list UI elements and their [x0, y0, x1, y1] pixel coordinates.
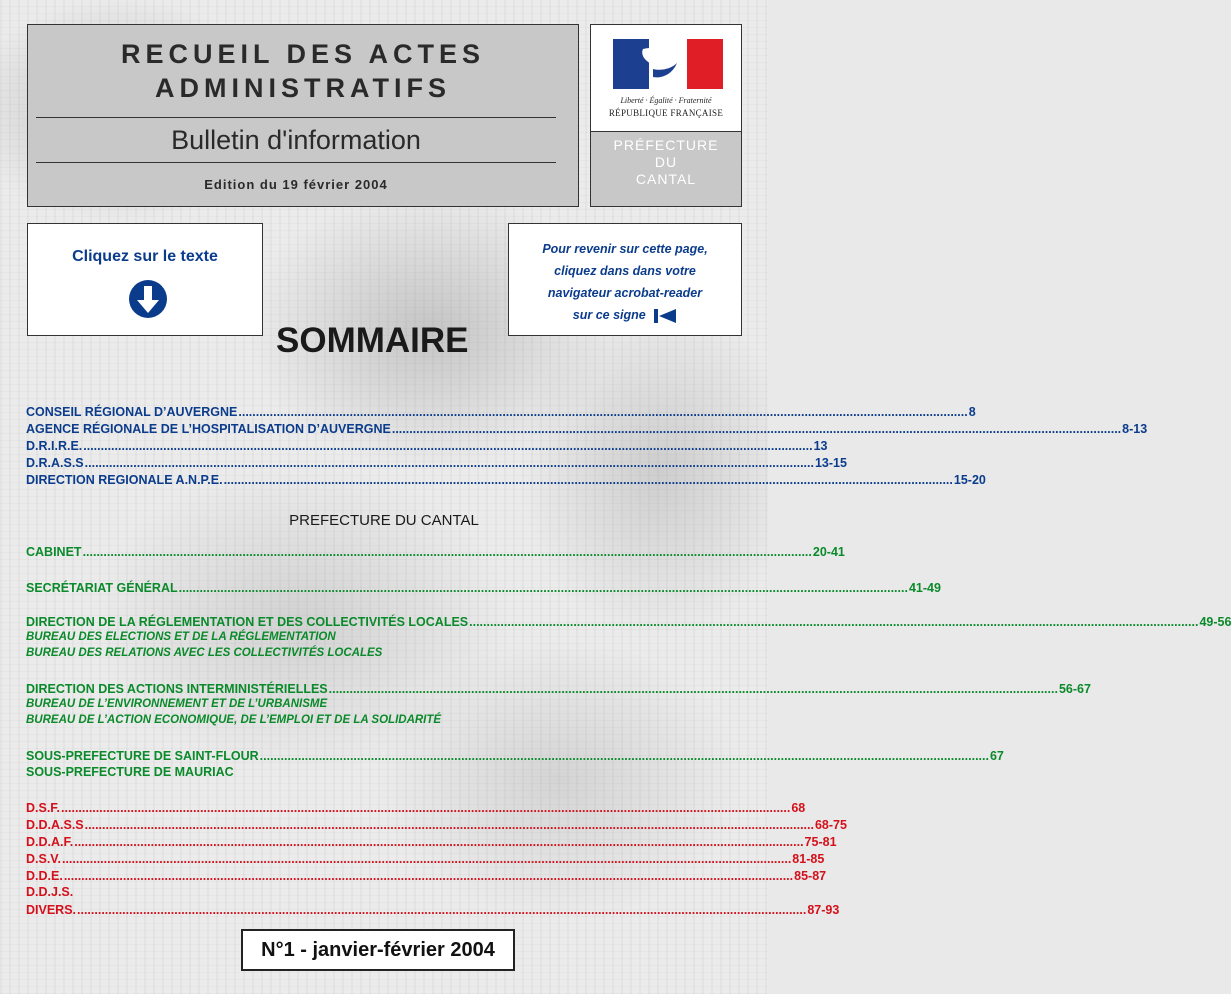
marianne-flag-icon — [613, 39, 723, 89]
toc-item-saint-flour[interactable] — [26, 748, 1004, 764]
prefecture-line3: CANTAL — [635, 171, 697, 187]
bulletin-subtitle: Bulletin d'information — [171, 125, 421, 155]
toc-item[interactable] — [26, 817, 847, 833]
toc-item-mauriac[interactable]: SOUS-PREFECTURE DE MAURIAC — [26, 765, 234, 779]
toc-page: 85-87 — [794, 869, 827, 883]
toc-label: D.R.A.S.S — [26, 456, 84, 470]
toc-leader: .................................................................................................................................................................................................................. — [61, 852, 792, 866]
toc-item-secretariat[interactable] — [26, 580, 941, 596]
toc-item[interactable] — [26, 868, 827, 884]
header-divider-top — [36, 117, 556, 118]
toc-label: DIVERS. — [26, 903, 77, 917]
toc-page: 87-93 — [807, 903, 840, 917]
toc-item-ddjs[interactable]: D.D.J.S. — [26, 885, 74, 899]
logo-panel — [591, 25, 741, 132]
toc-label: SECRÉTARIAT GÉNÉRAL — [26, 581, 178, 595]
toc-page: 13 — [813, 439, 828, 453]
return-hint-text — [509, 238, 741, 326]
click-hint-box — [27, 223, 263, 336]
toc-item-cabinet[interactable] — [26, 544, 845, 560]
toc-label: DIRECTION DES ACTIONS INTERMINISTÉRIELLES — [26, 682, 328, 696]
toc-page: 68-75 — [814, 818, 847, 832]
toc-item[interactable] — [26, 404, 976, 420]
toc-leader: .................................................................................................................................................................................................................. — [391, 422, 1122, 436]
toc-leader: .................................................................................................................................................................................................................. — [238, 405, 968, 419]
return-line4: sur ce signe — [572, 308, 646, 322]
arrow-down-circle-icon[interactable] — [128, 279, 168, 319]
prefecture-label — [591, 137, 741, 188]
prefecture-line1: PRÉFECTURE — [613, 137, 719, 153]
click-hint-text: Cliquez sur le texte — [72, 248, 218, 265]
toc-leader: .................................................................................................................................................................................................................. — [259, 749, 989, 763]
return-line2: cliquez dans dans votre — [554, 264, 696, 278]
toc-page: 68 — [791, 801, 806, 815]
toc-page: 56-67 — [1058, 682, 1091, 696]
toc-label: D.D.A.F. — [26, 835, 74, 849]
marianne-logo-box — [590, 24, 742, 207]
toc-label: CONSEIL RÉGIONAL D’AUVERGNE — [26, 405, 238, 419]
toc-label: D.S.F. — [26, 801, 61, 815]
toc-leader: .................................................................................................................................................................................................................. — [328, 682, 1058, 696]
toc-subitem[interactable]: BUREAU DES ELECTIONS ET DE LA RÉGLEMENTATION — [26, 631, 336, 643]
toc-label: DIRECTION DE LA RÉGLEMENTATION ET DES COLLECTIVITÉS LOCALES — [26, 615, 469, 629]
toc-page: 75-81 — [804, 835, 837, 849]
toc-subitem[interactable]: BUREAU DE L’ENVIRONNEMENT ET DE L’URBANISME — [26, 698, 328, 710]
page-title: SOMMAIRE — [276, 321, 469, 360]
toc-leader: .................................................................................................................................................................................................................. — [223, 473, 953, 487]
return-hint-box — [508, 223, 742, 336]
toc-leader: .................................................................................................................................................................................................................. — [469, 615, 1199, 629]
toc-leader: .................................................................................................................................................................................................................. — [82, 545, 812, 559]
toc-page: 81-85 — [792, 852, 825, 866]
republic-motto: Liberté · Égalité · Fraternité — [620, 96, 712, 105]
toc-label: D.R.I.R.E. — [26, 439, 83, 453]
toc-page: 13-15 — [814, 456, 847, 470]
toc-subitem[interactable]: BUREAU DES RELATIONS AVEC LES COLLECTIVITÉS LOCALES — [26, 647, 383, 659]
header-box — [27, 24, 579, 207]
toc-page: 41-49 — [908, 581, 941, 595]
prefecture-heading: PREFECTURE DU CANTAL — [289, 512, 479, 529]
toc-leader: .................................................................................................................................................................................................................. — [77, 903, 807, 917]
toc-item-dai[interactable] — [26, 681, 1091, 697]
toc-page: 15-20 — [953, 473, 986, 487]
toc-label: D.D.A.S.S — [26, 818, 84, 832]
toc-page: 67 — [989, 749, 1004, 763]
toc-item[interactable] — [26, 438, 828, 454]
header-title-line2: ADMINISTRATIFS — [155, 73, 451, 103]
toc-subitem[interactable]: BUREAU DE L’ACTION ECONOMIQUE, DE L’EMPLOI ET DE LA SOLIDARITÉ — [26, 714, 442, 726]
header-title-line1: RECUEIL DES ACTES — [120, 39, 486, 69]
toc-item[interactable] — [26, 834, 837, 850]
toc-page: 49-56 — [1199, 615, 1231, 629]
toc-label: CABINET — [26, 545, 82, 559]
toc-label: SOUS-PREFECTURE DE SAINT-FLOUR — [26, 749, 259, 763]
toc-item-divers[interactable] — [26, 902, 840, 918]
prefecture-line2: DU — [654, 154, 678, 170]
return-line1: Pour revenir sur cette page, — [542, 242, 708, 256]
toc-leader: .................................................................................................................................................................................................................. — [84, 818, 814, 832]
toc-item[interactable] — [26, 472, 986, 488]
toc-page: 8-13 — [1122, 422, 1148, 436]
toc-label: DIRECTION REGIONALE A.N.P.E. — [26, 473, 223, 487]
toc-leader: .................................................................................................................................................................................................................. — [83, 439, 813, 453]
back-to-start-icon[interactable] — [653, 308, 677, 324]
toc-leader: .................................................................................................................................................................................................................. — [74, 835, 804, 849]
toc-page: 20-41 — [812, 545, 845, 559]
toc-label: AGENCE RÉGIONALE DE L’HOSPITALISATION D’AUVERGNE — [26, 422, 391, 436]
return-line4-wrap — [509, 304, 741, 326]
toc-leader: .................................................................................................................................................................................................................. — [63, 869, 794, 883]
toc-item[interactable] — [26, 800, 806, 816]
edition-date: Edition du 19 février 2004 — [204, 177, 388, 192]
republique-francaise: RÉPUBLIQUE FRANÇAISE — [608, 108, 724, 118]
header-divider-bottom — [36, 162, 556, 163]
toc-item[interactable] — [26, 421, 1148, 437]
return-line3: navigateur acrobat-reader — [547, 286, 703, 300]
toc-item[interactable] — [26, 455, 847, 471]
toc-leader: .................................................................................................................................................................................................................. — [178, 581, 908, 595]
toc-item[interactable] — [26, 851, 825, 867]
toc-label: D.S.V. — [26, 852, 61, 866]
toc-leader: .................................................................................................................................................................................................................. — [84, 456, 814, 470]
toc-leader: .................................................................................................................................................................................................................. — [61, 801, 791, 815]
toc-item-drcl[interactable] — [26, 614, 1231, 630]
issue-number: N°1 - janvier-février 2004 — [241, 929, 515, 971]
toc-page: 8 — [968, 405, 976, 419]
toc-label: D.D.E. — [26, 869, 63, 883]
